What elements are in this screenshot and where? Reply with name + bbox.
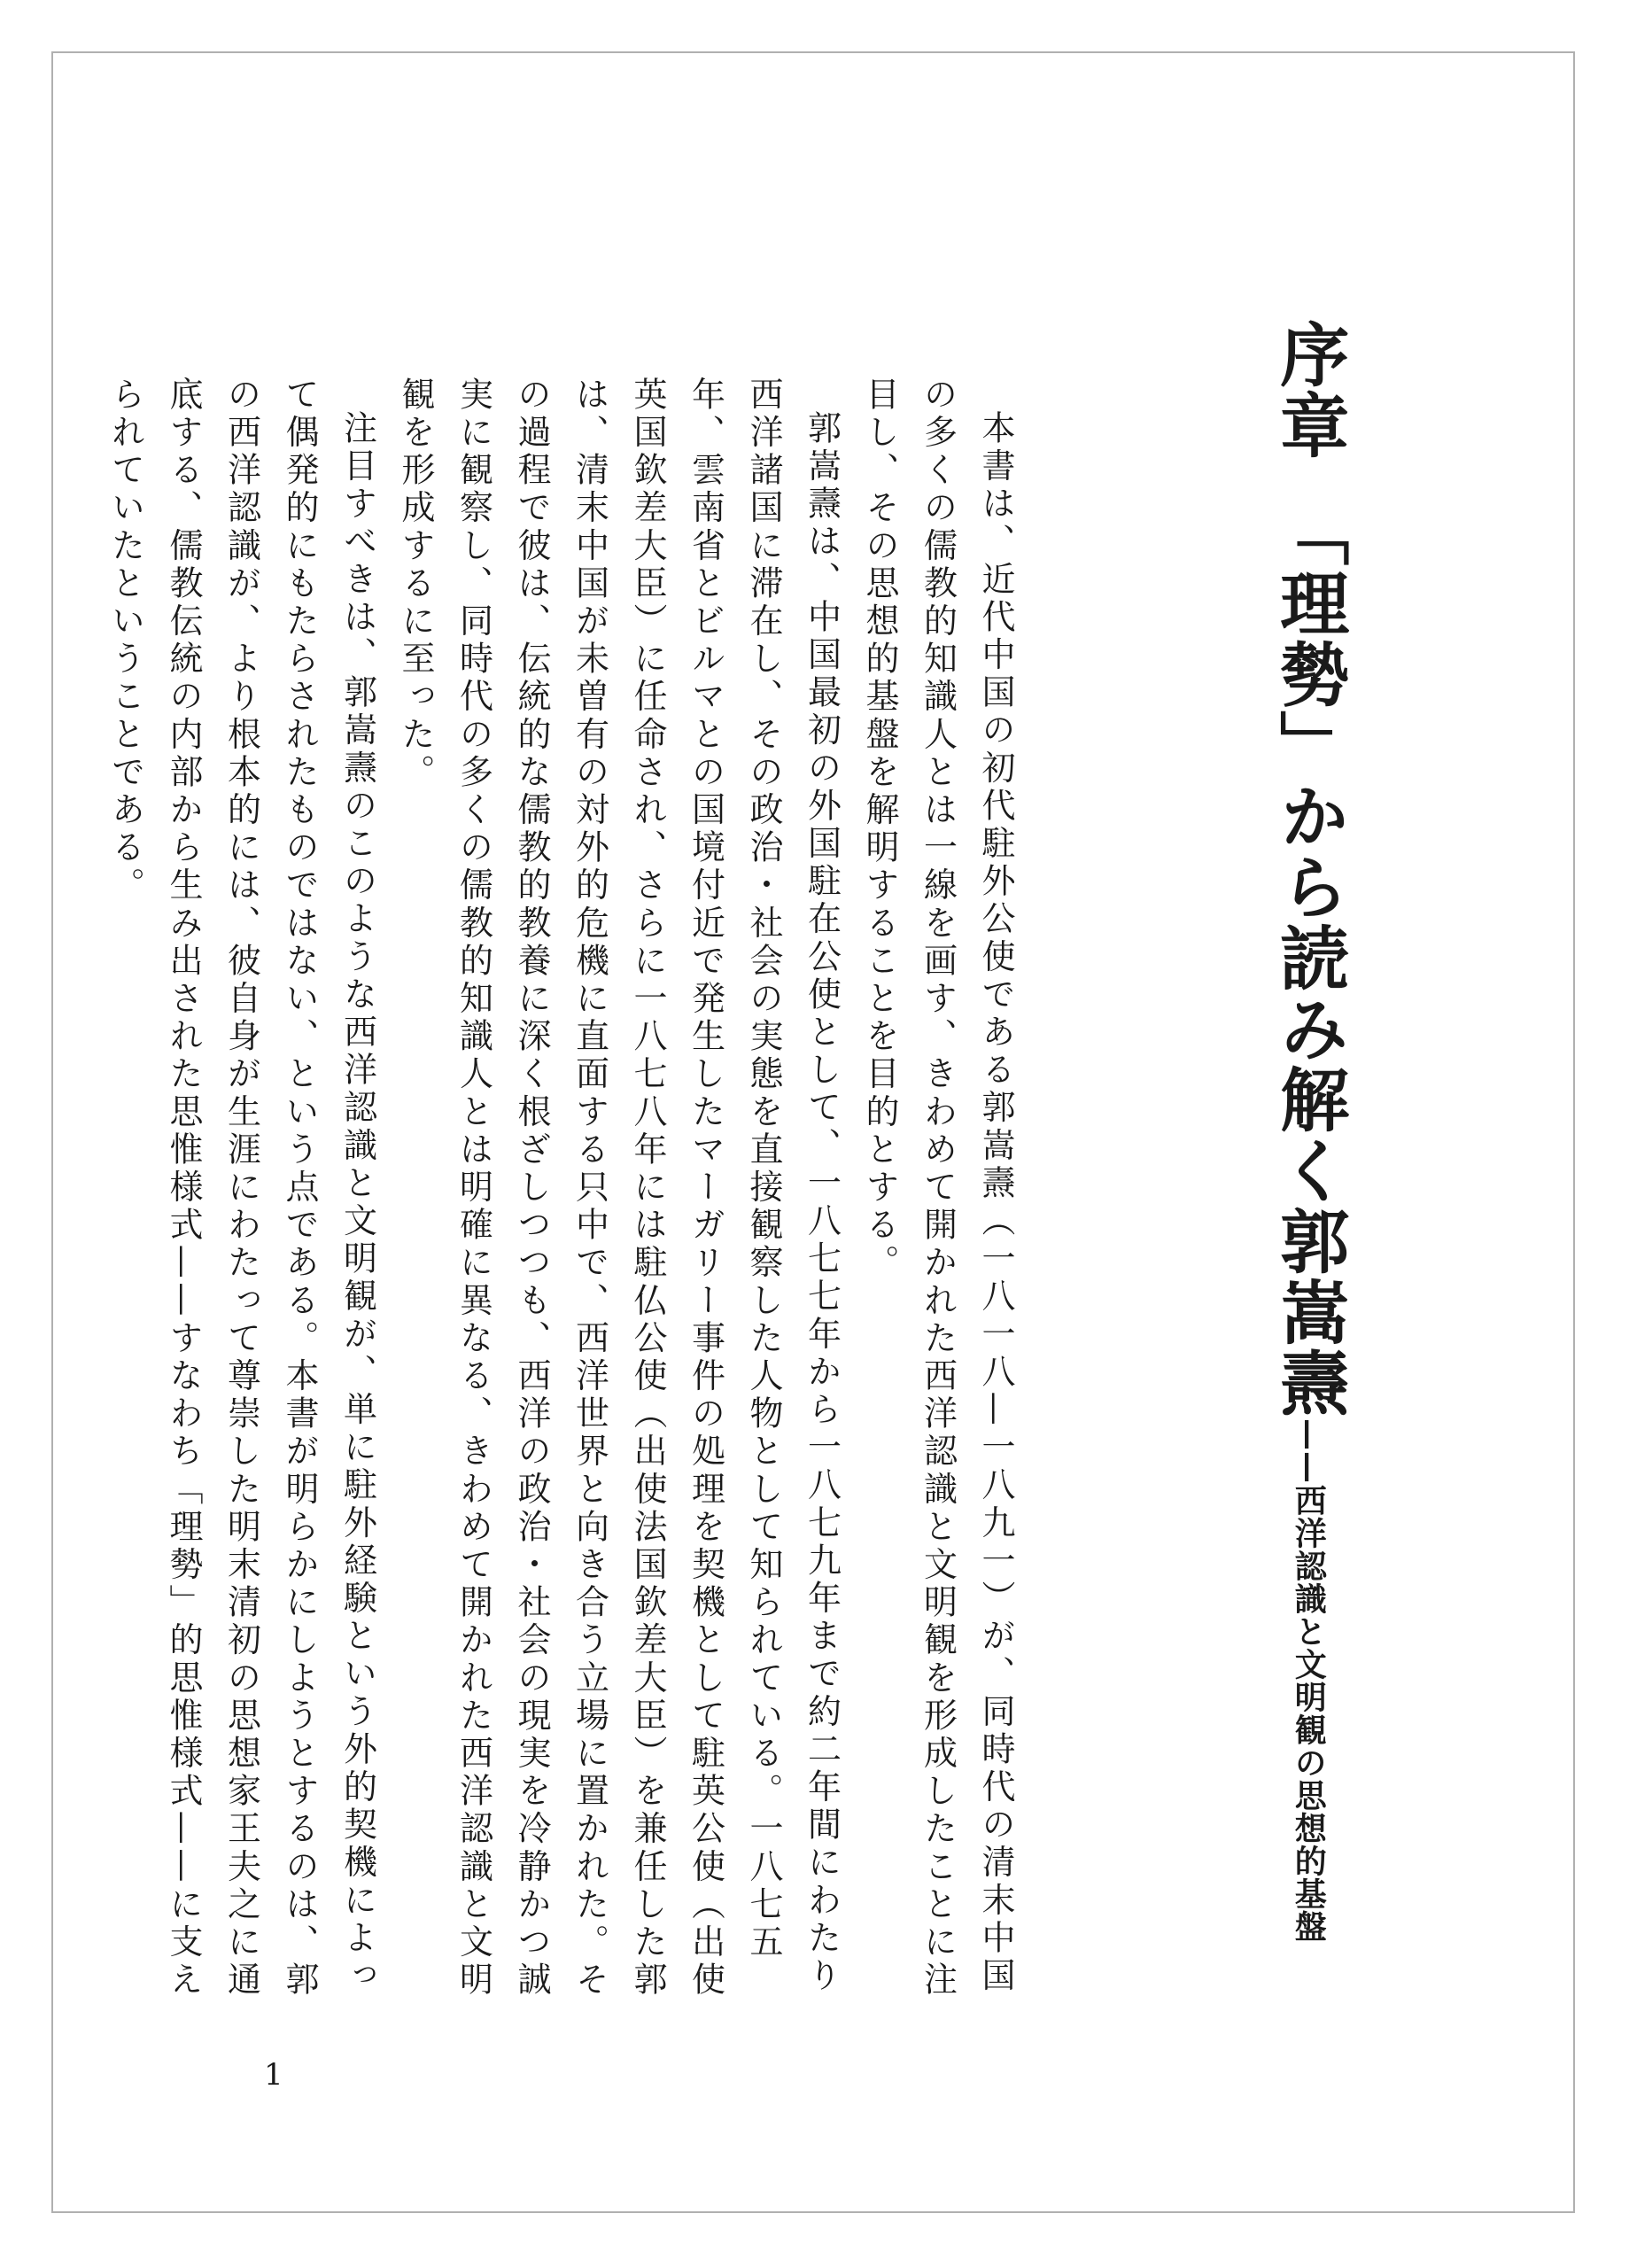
paragraph-thesis: 注目すべきは、郭嵩燾のこのような西洋認識と文明観が、単に駐外経験という外的契機によって偶発的にもたらされたものではない、という点である。本書が明らかにしようとするのは、郭の西洋認識が、より根本的には、彼自身が生涯にわたって尊崇した明末清初の思想家王夫之に通底する、儒教伝統の内部から生み出された思惟様式——すなわち「理勢」的思惟様式——に支えられていたということである。 — [105, 377, 377, 2000]
paragraph-intro: 本書は、近代中国の初代駐外公使である郭嵩燾（一八一八—一八九一）が、同時代の清末中国の多くの儒教的知識人とは一線を画す、きわめて開かれた西洋認識と文明観を形成したことに注目し、その思想的基盤を解明することを目的とする。 — [860, 377, 1015, 2000]
chapter-title-main: 序章 「理勢」から読み解く郭嵩燾 — [1268, 319, 1350, 1418]
body-text — [105, 377, 1024, 2020]
page-number: 1 — [264, 2057, 283, 2093]
chapter-subtitle: ——西洋認識と文明観の思想的基盤 — [1290, 1418, 1328, 1943]
chapter-title — [1268, 319, 1350, 1943]
paragraph-biography: 郭嵩燾は、中国最初の外国駐在公使として、一八七七年から一八七九年まで約二年間にわたり西洋諸国に滞在し、その政治・社会の実態を直接観察した人物として知られている。一八七五年、雲南省とビルマとの国境付近で発生したマーガリー事件の処理を契機として駐英公使（出使英国欽差大臣）に任命され、さらに一八七八年には駐仏公使（出使法国欽差大臣）を兼任した郭は、清末中国が未曽有の対外的危機に直面する只中で、西洋世界と向き合う立場に置かれた。その過程で彼は、伝統的な儒教的教養に深く根ざしつつも、西洋の政治・社会の現実を冷静かつ誠実に観察し、同時代の多くの儒教的知識人とは明確に異なる、きわめて開かれた西洋認識と文明観を形成するに至った。 — [396, 377, 842, 2000]
